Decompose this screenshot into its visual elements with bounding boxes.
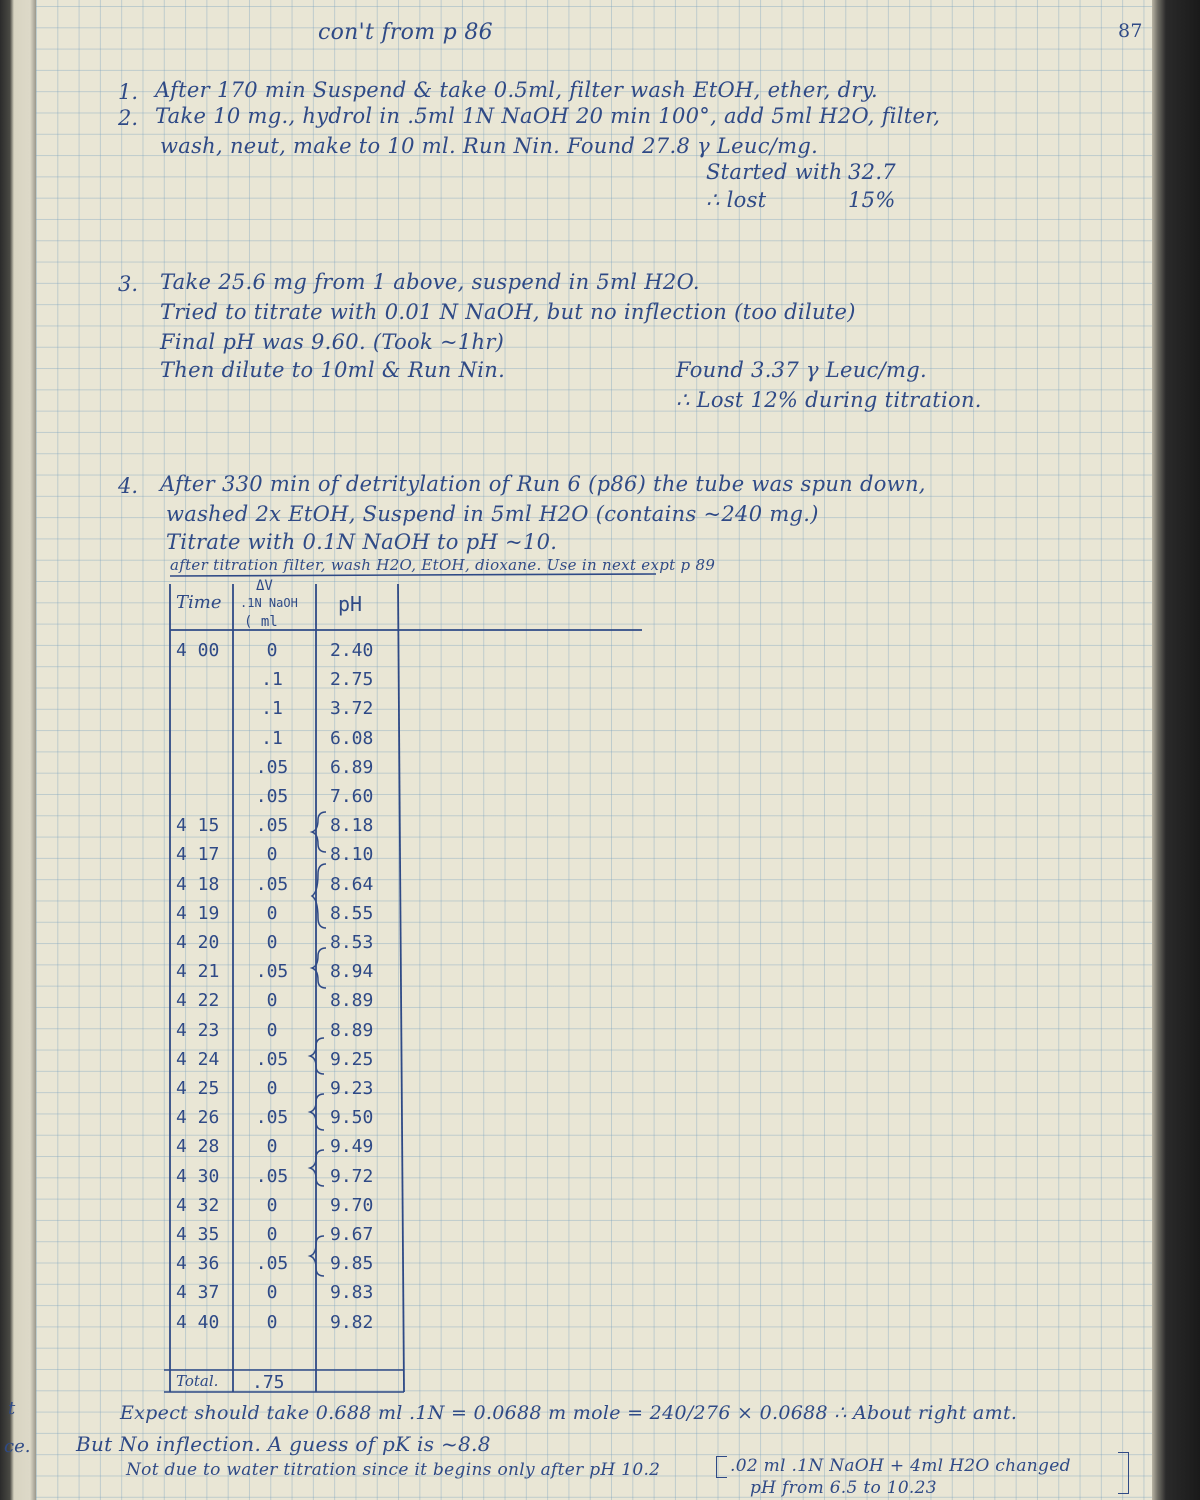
table-cell-ph: 9.70 [330,1195,374,1216]
table-cell-volume: 0 [266,990,278,1011]
table-cell-volume: .05 [255,961,289,982]
item3-line4: Then dilute to 10ml & Run Nin. [160,358,506,382]
table-header-delta-v: ΔV [256,578,273,594]
started-value: 32.7 [848,160,896,184]
table-cell-ph: 9.23 [330,1078,374,1099]
table-cell-volume: .05 [255,815,289,836]
item4-line1: After 330 min of detritylation of Run 6 (p86) the tube was spun down, [160,472,926,496]
table-cell-volume: .1 [261,698,283,719]
table-cell-ph: 6.89 [330,757,374,778]
table-cell-ph: 8.10 [330,844,374,865]
table-cell-ph: 8.64 [330,874,374,895]
table-cell-volume: .05 [255,1253,289,1274]
footer-expected-amount: Expect should take 0.688 ml .1N = 0.0688 m mole = 240/276 × 0.0688 ∴ About right amt. [120,1402,1018,1424]
item3-line3: Final pH was 9.60. (Took ~1hr) [160,330,505,354]
item1-text: After 170 min Suspend & take 0.5ml, filter wash EtOH, ether, dry. [155,78,879,102]
table-cell-volume: 0 [266,1312,278,1333]
table-cell-volume: .05 [255,1049,289,1070]
table-header-time: Time [176,592,222,613]
table-cell-ph: 8.94 [330,961,374,982]
table-cell-ph: 7.60 [330,786,374,807]
table-cell-volume: 0 [266,1224,278,1245]
table-cell-time: 4 22 [176,990,220,1011]
table-cell-volume: 0 [266,1282,278,1303]
table-cell-volume: .05 [255,1166,289,1187]
continuation-note: con't from p 86 [318,20,493,45]
table-cell-volume: 0 [266,1020,278,1041]
table-cell-ph: 2.75 [330,669,374,690]
table-cell-time: 4 17 [176,844,220,865]
item-number: 3. [118,272,139,296]
item4-line4: after titration filter, wash H2O, EtOH, dioxane. Use in next expt p 89 [170,556,716,574]
table-cell-time: 4 24 [176,1049,220,1070]
table-cell-time: 4 36 [176,1253,220,1274]
table-cell-time: 4 21 [176,961,220,982]
item2-line2: wash, neut, make to 10 ml. Run Nin. Found 27.8 γ Leuc/mg. [160,134,819,158]
table-cell-ph: 8.18 [330,815,374,836]
table-cell-volume: 0 [266,903,278,924]
margin-fragment: ce. [4,1436,31,1457]
table-cell-ph: 8.55 [330,903,374,924]
table-header-ph: pH [338,592,363,616]
footer-bracket-line1: .02 ml .1N NaOH + 4ml H2O changed [730,1456,1071,1476]
lost-label: ∴ lost [706,188,767,212]
table-cell-volume: .05 [255,1107,289,1128]
item-number: 2. [118,106,139,130]
item3-line2: Tried to titrate with 0.01 N NaOH, but no inflection (too dilute) [160,300,856,324]
table-cell-ph: 8.53 [330,932,374,953]
item3-line1: Take 25.6 mg from 1 above, suspend in 5ml H2O. [160,270,700,294]
table-total-value: .75 [252,1372,285,1393]
table-cell-ph: 2.40 [330,640,374,661]
table-cell-ph: 8.89 [330,990,374,1011]
margin-fragment: t [8,1398,16,1419]
item3-found: Found 3.37 γ Leuc/mg. [676,358,927,382]
table-cell-ph: 6.08 [330,728,374,749]
footer-bracket-line2: pH from 6.5 to 10.23 [750,1478,937,1498]
table-cell-ph: 9.82 [330,1312,374,1333]
table-cell-ph: 9.50 [330,1107,374,1128]
table-cell-volume: .05 [255,786,289,807]
table-cell-ph: 8.89 [330,1020,374,1041]
table-cell-time: 4 19 [176,903,220,924]
table-cell-time: 4 23 [176,1020,220,1041]
table-cell-ph: 9.67 [330,1224,374,1245]
table-cell-time: 4 15 [176,815,220,836]
table-cell-volume: .05 [255,757,289,778]
item4-line3: Titrate with 0.1N NaOH to pH ~10. [166,530,558,554]
table-cell-time: 4 35 [176,1224,220,1245]
table-cell-ph: 3.72 [330,698,374,719]
table-cell-volume: 0 [266,844,278,865]
table-cell-time: 4 26 [176,1107,220,1128]
table-cell-volume: 0 [266,640,278,661]
table-cell-time: 4 00 [176,640,220,661]
started-label: Started with [706,160,843,184]
table-cell-time: 4 32 [176,1195,220,1216]
table-cell-volume: 0 [266,1078,278,1099]
table-cell-time: 4 40 [176,1312,220,1333]
table-total-label: Total. [176,1372,219,1390]
table-cell-time: 4 25 [176,1078,220,1099]
table-cell-volume: .1 [261,669,283,690]
table-cell-ph: 9.83 [330,1282,374,1303]
table-header-unit: ( ml [244,614,278,630]
table-cell-volume: 0 [266,1195,278,1216]
footer-inflection-note: But No inflection. A guess of pK is ~8.8 [76,1432,491,1456]
footer-bracket-close [1118,1452,1129,1494]
table-cell-ph: 9.25 [330,1049,374,1070]
table-cell-time: 4 30 [176,1166,220,1187]
table-cell-time: 4 37 [176,1282,220,1303]
table-cell-volume: 0 [266,1136,278,1157]
table-cell-volume: .1 [261,728,283,749]
item4-line2: washed 2x EtOH, Suspend in 5ml H2O (contains ~240 mg.) [166,502,819,526]
table-cell-ph: 9.85 [330,1253,374,1274]
table-header-reagent: .1N NaOH [240,596,298,610]
footer-water-titration: Not due to water titration since it begins only after pH 10.2 [126,1460,661,1480]
table-cell-time: 4 28 [176,1136,220,1157]
page-number: 87 [1118,20,1143,42]
lost-value: 15% [848,188,896,212]
table-cell-time: 4 20 [176,932,220,953]
table-cell-volume: 0 [266,932,278,953]
footer-bracket-open [716,1456,727,1478]
table-cell-ph: 9.49 [330,1136,374,1157]
table-cell-ph: 9.72 [330,1166,374,1187]
table-cell-time: 4 18 [176,874,220,895]
item-number: 4. [118,474,139,498]
item3-lost: ∴ Lost 12% during titration. [676,388,982,412]
item-number: 1. [118,80,139,104]
table-cell-volume: .05 [255,874,289,895]
item2-line1: Take 10 mg., hydrol in .5ml 1N NaOH 20 min 100°, add 5ml H2O, filter, [155,104,941,128]
